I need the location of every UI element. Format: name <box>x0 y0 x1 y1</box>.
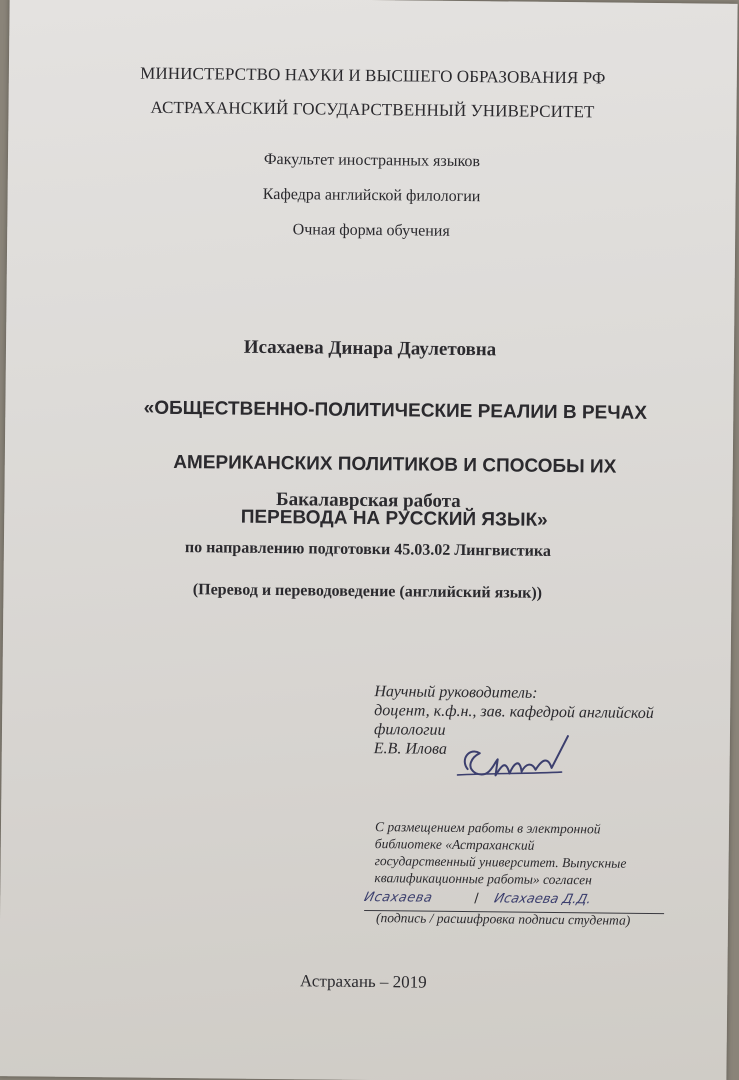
thesis-title <box>84 367 706 562</box>
city-year: Астрахань – 2019 <box>299 971 427 992</box>
department-name: Кафедра английской филологии <box>262 185 481 206</box>
student-signature: Исахаева <box>362 889 435 906</box>
author-name: Исахаева Динара Даулетовна <box>243 336 497 361</box>
study-direction: по направлению подготовки 45.03.02 Лингвистика <box>184 539 551 560</box>
supervisor-label: Научный руководитель: <box>374 683 538 702</box>
supervisor-signature <box>449 729 610 787</box>
thesis-title-line-2: АМЕРИКАНСКИХ ПОЛИТИКОВ И СПОСОБЫ ИХ <box>173 451 617 478</box>
supervisor-position: доцент, к.ф.н., зав. кафедрой английской <box>374 702 654 723</box>
study-form: Очная форма обучения <box>292 221 450 240</box>
consent-line-4: квалификационные работы» согласен <box>374 870 592 888</box>
work-type: Бакалаврская работа <box>275 489 461 512</box>
thesis-title-line-1: «ОБЩЕСТВЕННО-ПОЛИТИЧЕСКИЕ РЕАЛИИ В РЕЧАХ <box>143 397 648 424</box>
consent-line-1: С размещением работы в электронной <box>374 819 601 837</box>
study-profile: (Перевод и переводоведение (английский язык)) <box>192 581 543 602</box>
consent-block <box>374 818 695 889</box>
signature-caption: (подпись / расшифровка подписи студента) <box>375 910 631 928</box>
ministry-name: МИНИСТЕРСТВО НАУКИ И ВЫСШЕГО ОБРАЗОВАНИЯ РФ <box>140 63 606 88</box>
consent-line-3: государственный университет. Выпускные <box>374 853 627 871</box>
supervisor-position-cont: филологии <box>373 721 446 739</box>
university-name: АСТРАХАНСКИЙ ГОСУДАРСТВЕННЫЙ УНИВЕРСИТЕТ <box>150 97 595 122</box>
thesis-title-line-3: ПЕРЕВОДА НА РУССКИЙ ЯЗЫК» <box>240 506 548 531</box>
supervisor-name: Е.В. Илова <box>373 740 448 758</box>
consent-line-2: библиотеке «Астраханский <box>374 836 535 853</box>
student-signature-decoded: Исахаева Д.Д. <box>492 891 593 908</box>
signature-separator: / <box>474 891 479 907</box>
faculty-name: Факультет иностранных языков <box>263 150 481 171</box>
